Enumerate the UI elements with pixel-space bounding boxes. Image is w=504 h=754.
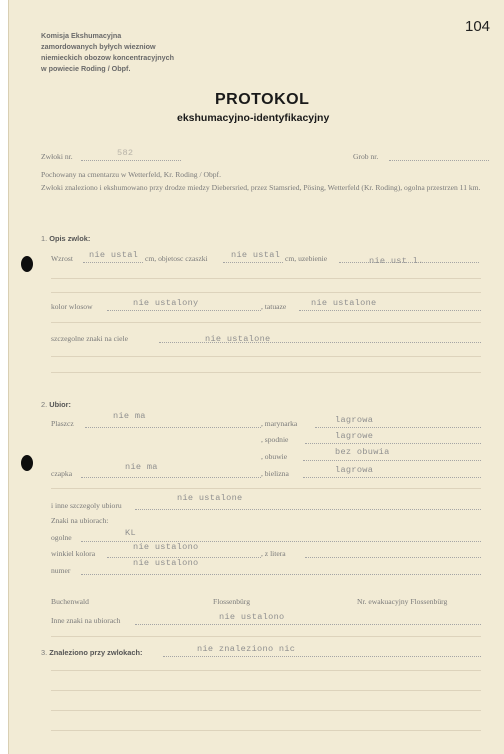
shoes-value: bez obuwia <box>335 447 390 457</box>
page-number: 104 <box>465 18 491 35</box>
hair-color-label: kolor wlosow <box>51 302 93 311</box>
org-line-2: zamordowanych byłych wiezniow <box>41 42 156 51</box>
document-title: PROTOKOL <box>215 91 310 108</box>
found-location-text: Zwłoki znaleziono i ekshumowano przy drodze miedzy Diebersried, przez Stamsried, Pösing, Wetterfeld (Kr. Roding), ogolna przestrzen 11 km. <box>41 183 481 192</box>
burial-place-text: Pochowany na cmentarzu w Wetterfeld, Kr. Roding / Obpf. <box>41 170 221 179</box>
body-marks-value: nie ustalone <box>205 334 271 344</box>
tattoo-value: nie ustalone <box>311 298 377 308</box>
other-clothing-label: i inne szczegoly ubioru <box>51 501 122 510</box>
section-2-heading: 2. Ubior: <box>41 400 71 409</box>
found-items-value: nie znaleziono nic <box>197 644 296 654</box>
trousers-label: , spodnie <box>261 435 289 444</box>
buchenwald-column: Buchenwald <box>51 597 89 606</box>
punch-hole <box>21 455 33 471</box>
document-subtitle: ekshumacyjno-identyfikacyjny <box>177 112 330 124</box>
other-marks-label: Inne znaki na ubiorach <box>51 616 121 625</box>
section-3-heading: 3. Znaleziono przy zwlokach: <box>41 648 143 657</box>
hair-color-value: nie ustalony <box>133 298 199 308</box>
remains-number-label: Zwłoki nr. <box>41 152 73 161</box>
teeth-label: cm, uzebienie <box>285 254 328 263</box>
org-line-3: niemieckich obozow koncentracyjnych <box>41 53 175 62</box>
general-marks-label: ogolne <box>51 533 72 542</box>
letter-label: , z litera <box>261 549 286 558</box>
section-1-heading: 1. Opis zwlok: <box>41 234 91 243</box>
jacket-value: lagrowa <box>335 415 374 425</box>
coat-value: nie ma <box>113 411 146 421</box>
skull-volume-value: nie ustal <box>231 250 281 260</box>
punch-hole <box>21 256 33 272</box>
shoes-label: , obuwie <box>261 452 288 461</box>
protocol-page <box>8 0 504 754</box>
underwear-value: lagrowa <box>335 465 374 475</box>
teeth-value: nie ust l. <box>369 256 424 266</box>
body-marks-label: szczegolne znaki na ciele <box>51 334 128 343</box>
evacuation-number-column: Nr. ewakuacyjny Flossenbürg <box>357 597 448 606</box>
triangle-color-label: winkiel kolora <box>51 549 96 558</box>
other-marks-value: nie ustalono <box>219 612 285 622</box>
grave-number-label: Grob nr. <box>353 152 379 161</box>
org-line-4: w powiecie Roding / Obpf. <box>41 64 131 73</box>
cap-value: nie ma <box>125 462 158 472</box>
tattoo-label: , tatuaze <box>261 302 287 311</box>
cap-label: czapka <box>51 469 73 478</box>
org-line-1: Komisja Ekshumacyjna <box>41 31 122 40</box>
height-value: nie ustal <box>89 250 139 260</box>
trousers-value: lagrowe <box>335 431 374 441</box>
flossenburg-column: Flossenbürg <box>213 597 250 606</box>
triangle-color-value: nie ustalono <box>133 542 199 552</box>
coat-label: Plaszcz <box>51 419 74 428</box>
underwear-label: , bielizna <box>261 469 289 478</box>
jacket-label: , marynarka <box>261 419 298 428</box>
other-clothing-value: nie ustalone <box>177 493 243 503</box>
height-unit-label: cm, objetosc czaszki <box>145 254 208 263</box>
number-label: numer <box>51 566 71 575</box>
remains-number-value: 582 <box>117 148 134 158</box>
general-marks-value: KL <box>125 528 136 538</box>
height-label: Wzrost <box>51 254 73 263</box>
clothing-marks-heading: Znaki na ubiorach: <box>51 516 109 525</box>
number-value: nie ustalono <box>133 558 199 568</box>
